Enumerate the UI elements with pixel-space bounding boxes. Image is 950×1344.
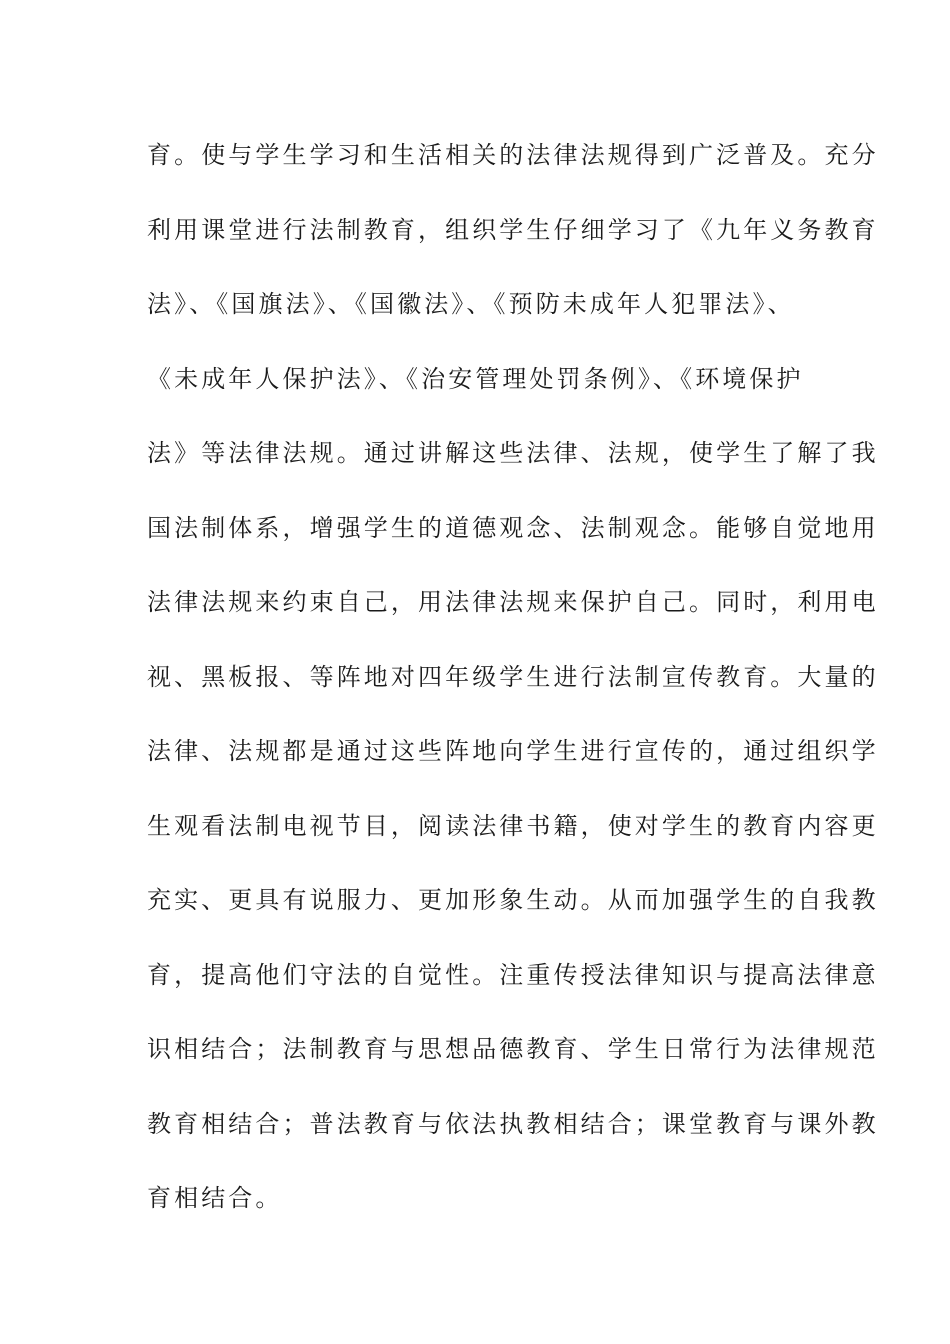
text-line: 法》等法律法规。通过讲解这些法律、法规，使学生了解了我 [147,439,879,467]
body-paragraph [147,133,879,1251]
text-line: 法律、法规都是通过这些阵地向学生进行宣传的，通过组织学 [147,737,879,765]
text-line: 生观看法制电视节目，阅读法律书籍，使对学生的教育内容更 [147,811,879,840]
text-line: 法》、《国旗法》、《国徽法》、《预防未成年人犯罪法》、 [147,290,795,318]
text-line: 识相结合；法制教育与思想品德教育、学生日常行为法律规范 [147,1035,879,1063]
text-line: 利用课堂进行法制教育，组织学生仔细学习了《九年义务教育 [147,215,879,244]
text-line: 育，提高他们守法的自觉性。注重传授法律知识与提高法律意 [147,960,879,989]
text-line: 育。使与学生学习和生活相关的法律法规得到广泛普及。充分 [147,141,879,169]
text-line: 充实、更具有说服力、更加形象生动。从而加强学生的自我教 [147,886,879,914]
text-line: 教育相结合；普法教育与依法执教相结合；课堂教育与课外教 [147,1109,879,1138]
text-line: 法律法规来约束自己，用法律法规来保护自己。同时，利用电 [147,588,879,616]
text-line: 国法制体系，增强学生的道德观念、法制观念。能够自觉地用 [147,513,879,542]
text-line: 视、黑板报、等阵地对四年级学生进行法制宣传教育。大量的 [147,662,879,691]
text-line: 《未成年人保护法》、《治安管理处罚条例》、《环境保护 [147,364,804,393]
text-line: 育相结合。 [147,1184,283,1212]
